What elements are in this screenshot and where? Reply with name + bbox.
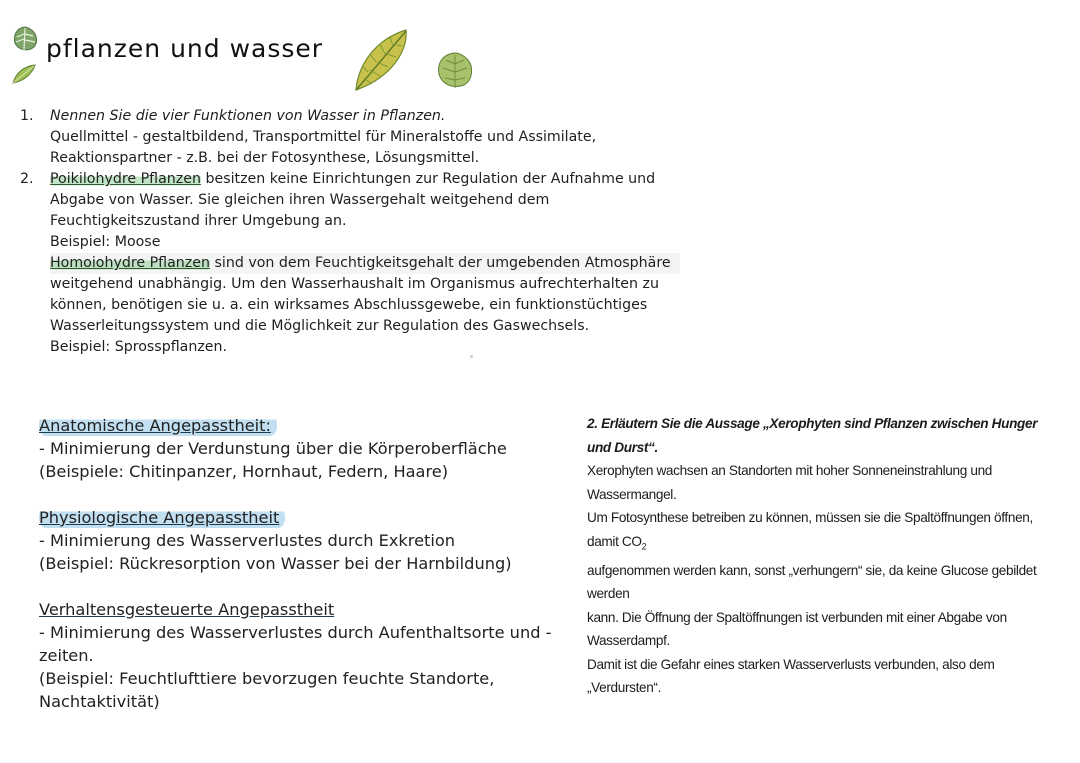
small-leaf-icon (10, 62, 38, 86)
adaptation-line: - Minimierung des Wasserverlustes durch Exkretion (39, 531, 456, 550)
definition-text: besitzen keine Einrichtungen zur Regulation der Aufnahme und (200, 171, 656, 187)
question-number: 2. (20, 171, 34, 187)
adaptation-example: (Beispiel: Rückresorption von Wasser bei der Harnbildung) (39, 554, 512, 573)
adaptation-behavioral (39, 598, 599, 713)
xerophytes-question: 2. Erläutern Sie die Aussage „Xerophyten sind Pflanzen zwischen Hunger und Durst“. (587, 416, 1038, 455)
question-list (20, 106, 680, 358)
definition-text: sind von dem Feuchtigkeitsgehalt der umgebenden Atmosphäre (209, 255, 671, 271)
example-line: Beispiel: Sprosspflanzen. (50, 339, 228, 355)
answer-line: Reaktionspartner - z.B. bei der Fotosynthese, Lösungsmittel. (50, 150, 480, 166)
adaptation-heading: Verhaltensgesteuerte Angepasstheit (39, 600, 335, 619)
subscript: 2 (641, 541, 647, 552)
adaptation-physiological (39, 506, 599, 575)
answer-line: Wasserleitungssystem und die Möglichkeit zur Regulation des Gaswechsels. (50, 318, 590, 334)
answer-line: Abgabe von Wasser. Sie gleichen ihren Wassergehalt weitgehend dem (50, 192, 550, 208)
question-text: Nennen Sie die vier Funktionen von Wasser in Pflanzen. (50, 108, 446, 124)
adaptation-line: - Minimierung der Verdunstung über die Körperoberfläche (39, 439, 507, 458)
xerophytes-line: aufgenommen werden kann, sonst „verhungern“ sie, da keine Glucose gebildet werden (587, 562, 1037, 602)
page-title: pflanzen und wasser (46, 34, 324, 63)
xerophytes-line: Damit ist die Gefahr eines starken Wasserverlusts verbunden, also dem „Verdursten“. (587, 656, 995, 696)
xerophytes-section (587, 412, 1057, 700)
homoiohydric-definition (50, 253, 680, 274)
term-poikilohydric: Poikilohydre Pflanzen (50, 171, 201, 187)
question-1 (20, 106, 680, 169)
poikilohydric-definition (50, 169, 680, 190)
adaptation-example: (Beispiel: Feuchtlufttiere bevorzugen feuchte Standorte, Nachtaktivität) (39, 669, 495, 711)
xerophytes-line: kann. Die Öffnung der Spaltöffnungen ist verbunden mit einer Abgabe von Wasserdampf. (587, 609, 1007, 649)
xerophytes-line (587, 506, 1057, 559)
dot-mark (470, 355, 473, 358)
adaptation-example: (Beispiele: Chitinpanzer, Hornhaut, Federn, Haare) (39, 462, 449, 481)
monstera-leaf-icon (10, 24, 40, 54)
adaptation-heading: Physiologische Angepasstheit (39, 506, 285, 529)
xerophytes-text: Um Fotosynthese betreiben zu können, müssen sie die Spaltöffnungen öffnen, damit CO (587, 510, 1033, 549)
term-homoiohydric: Homoiohydre Pflanzen (50, 255, 210, 271)
adaptation-anatomical (39, 414, 599, 483)
answer-line: weitgehend unabhängig. Um den Wasserhaushalt im Organismus aufrechterhalten zu (50, 276, 659, 292)
xerophytes-line: Xerophyten wachsen an Standorten mit hoher Sonneneinstrahlung und Wassermangel. (587, 463, 992, 502)
round-leaf-icon (434, 50, 476, 92)
banana-leaf-icon (350, 26, 414, 94)
answer-line: können, benötigen sie u. a. ein wirksames Abschlussgewebe, ein funktionstüchtiges (50, 297, 648, 313)
example-line: Beispiel: Moose (50, 234, 161, 250)
answer-line: Quellmittel - gestaltbildend, Transportmittel für Mineralstoffe und Assimilate, (50, 129, 597, 145)
question-number: 1. (20, 108, 34, 124)
adaptation-line: - Minimierung des Wasserverlustes durch Aufenthaltsorte und -zeiten. (39, 623, 552, 665)
question-2 (20, 169, 680, 358)
answer-line: Feuchtigkeitszustand ihrer Umgebung an. (50, 213, 347, 229)
adaptation-heading: Anatomische Angepasstheit: (39, 414, 277, 437)
